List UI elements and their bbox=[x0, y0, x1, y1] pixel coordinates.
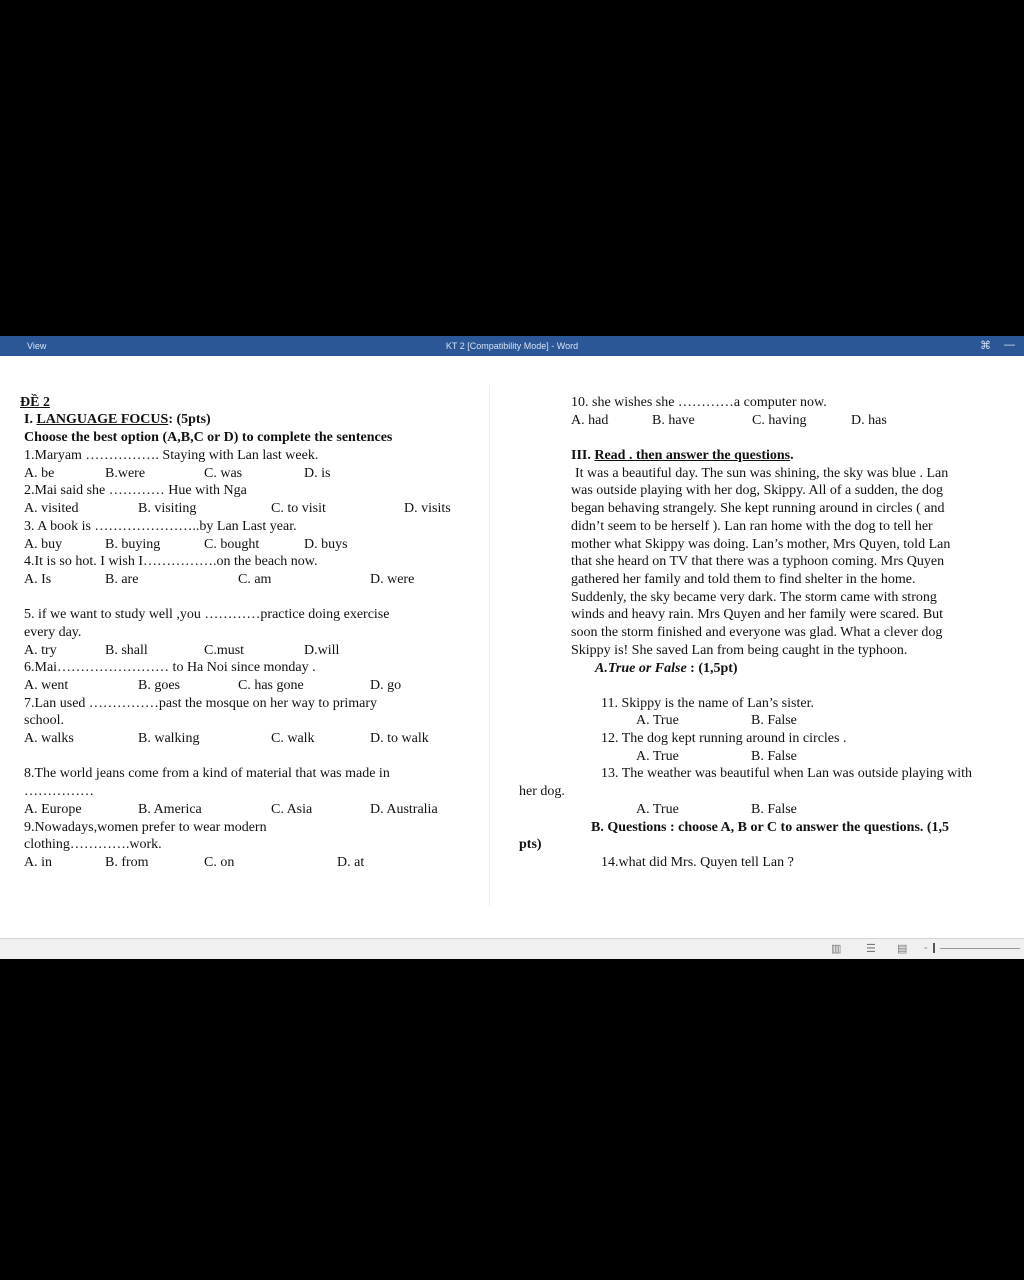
option: C. am bbox=[238, 572, 272, 587]
question-5-cont: every day. bbox=[24, 625, 82, 640]
option: A. walks bbox=[24, 731, 74, 746]
question-7: 7.Lan used ……………past the mosque on her way to primary bbox=[24, 696, 378, 711]
zoom-slider[interactable] bbox=[940, 948, 1020, 949]
option: B. buying bbox=[105, 537, 161, 552]
exam-heading: ĐỀ 2 bbox=[20, 395, 50, 410]
passage-line: It was a beautiful day. The sun was shining, the sky was blue . Lan bbox=[575, 466, 949, 481]
option: B. goes bbox=[138, 678, 180, 693]
option: B. visiting bbox=[138, 501, 197, 516]
question-4: 4.It is so hot. I wish I…………….on the beach now. bbox=[24, 554, 318, 569]
question-2: 2.Mai said she ………… Hue with Nga bbox=[24, 483, 247, 498]
option: A. be bbox=[24, 466, 55, 481]
question-8: 8.The world jeans come from a kind of material that was made in bbox=[24, 766, 390, 781]
option: A. Europe bbox=[24, 802, 82, 817]
title-bar bbox=[0, 336, 1024, 356]
option: D. visits bbox=[404, 501, 451, 516]
status-bar bbox=[0, 938, 1024, 959]
passage-line: Suddenly, the sky became very dark. The storm came with strong bbox=[571, 590, 937, 605]
option: A. in bbox=[24, 855, 52, 870]
passage-line: winds and heavy rain. Mrs Quyen and her family were scared. But bbox=[571, 607, 944, 622]
column-divider bbox=[489, 386, 490, 906]
passage-line: began behaving strangely. She kept running around in circles ( and bbox=[571, 501, 945, 516]
option: B. walking bbox=[138, 731, 200, 746]
option: B. False bbox=[751, 713, 797, 728]
option: A. went bbox=[24, 678, 69, 693]
instruction: Choose the best option (A,B,C or D) to complete the sentences bbox=[24, 430, 393, 445]
option: A. Is bbox=[24, 572, 52, 587]
passage-line: didn’t seem to be herself ). Lan ran home with the dog to tell her bbox=[571, 519, 933, 534]
option: A. buy bbox=[24, 537, 63, 552]
read-mode-icon[interactable]: ▥ bbox=[831, 943, 842, 955]
option: B. are bbox=[105, 572, 139, 587]
subsection-b-heading-cont: pts) bbox=[519, 837, 542, 852]
print-layout-icon[interactable]: ☰ bbox=[866, 943, 876, 955]
option: B. shall bbox=[105, 643, 148, 658]
passage-line: gathered her family and told them to find shelter in the home. bbox=[571, 572, 916, 587]
option: C. was bbox=[204, 466, 243, 481]
passage-line: Skippy is! She saved Lan from being caught in the typhoon. bbox=[571, 643, 908, 658]
option: A. True bbox=[636, 713, 679, 728]
view-tab[interactable]: View bbox=[27, 341, 47, 351]
option: D. were bbox=[370, 572, 415, 587]
option: B. False bbox=[751, 802, 797, 817]
question-13: 13. The weather was beautiful when Lan was outside playing with bbox=[601, 766, 973, 781]
passage-line: was outside playing with her dog, Skippy. All of a sudden, the dog bbox=[571, 483, 943, 498]
option: C. walk bbox=[271, 731, 315, 746]
zoom-out-button[interactable]: - bbox=[924, 942, 928, 954]
subsection-b-heading: B. Questions : choose A, B or C to answer the questions. (1,5 bbox=[591, 820, 950, 835]
option: D. to walk bbox=[370, 731, 429, 746]
question-1: 1.Maryam ……………. Staying with Lan last week. bbox=[24, 448, 319, 463]
minimize-button[interactable]: — bbox=[1004, 339, 1015, 351]
question-7-cont: school. bbox=[24, 713, 65, 728]
option: C. has gone bbox=[238, 678, 304, 693]
question-11: 11. Skippy is the name of Lan’s sister. bbox=[601, 696, 814, 711]
option: D. at bbox=[337, 855, 365, 870]
option: A. try bbox=[24, 643, 57, 658]
option: C. Asia bbox=[271, 802, 313, 817]
option: B. from bbox=[105, 855, 149, 870]
option: B.were bbox=[105, 466, 146, 481]
passage-line: mother what Skippy was doing. Lan’s mother, Mrs Quyen, told Lan bbox=[571, 537, 951, 552]
option: D. has bbox=[851, 413, 887, 428]
option: D.will bbox=[304, 643, 340, 658]
option: D. go bbox=[370, 678, 402, 693]
section1-heading: I. LANGUAGE FOCUS: (5pts) bbox=[24, 412, 211, 427]
zoom-slider-thumb[interactable] bbox=[933, 943, 935, 953]
option: D. Australia bbox=[370, 802, 438, 817]
ribbon-display-icon[interactable]: ⌘ bbox=[980, 340, 991, 352]
option: C. bought bbox=[204, 537, 260, 552]
option: D. buys bbox=[304, 537, 348, 552]
option: D. is bbox=[304, 466, 331, 481]
question-13-cont: her dog. bbox=[519, 784, 565, 799]
option: A. had bbox=[571, 413, 609, 428]
question-3: 3. A book is …………………..by Lan Last year. bbox=[24, 519, 297, 534]
question-12: 12. The dog kept running around in circles . bbox=[601, 731, 847, 746]
option: C.must bbox=[204, 643, 245, 658]
question-9: 9.Nowadays,women prefer to wear modern bbox=[24, 820, 267, 835]
question-5: 5. if we want to study well ,you …………practice doing exercise bbox=[24, 607, 390, 622]
subsection-a-heading: A.True or False : (1,5pt) bbox=[595, 661, 738, 676]
question-6: 6.Mai…………………… to Ha Noi since monday . bbox=[24, 660, 316, 675]
option: A. True bbox=[636, 749, 679, 764]
option: A. True bbox=[636, 802, 679, 817]
question-9-cont: clothing………….work. bbox=[24, 837, 162, 852]
window-title: KT 2 [Compatibility Mode] - Word bbox=[445, 341, 579, 351]
option: B. False bbox=[751, 749, 797, 764]
question-10: 10. she wishes she …………a computer now. bbox=[571, 395, 827, 410]
option: B. have bbox=[652, 413, 695, 428]
question-8-cont: …………… bbox=[24, 784, 94, 799]
web-layout-icon[interactable]: ▤ bbox=[897, 943, 908, 955]
option: B. America bbox=[138, 802, 202, 817]
passage-line: soon the storm finished and everyone was glad. What a clever dog bbox=[571, 625, 943, 640]
passage-line: that she heard on TV that there was a typhoon coming. Mrs Quyen bbox=[571, 554, 945, 569]
option: C. on bbox=[204, 855, 235, 870]
question-14: 14.what did Mrs. Quyen tell Lan ? bbox=[601, 855, 794, 870]
option: C. having bbox=[752, 413, 807, 428]
option: A. visited bbox=[24, 501, 79, 516]
option: C. to visit bbox=[271, 501, 326, 516]
section3-heading: III. Read . then answer the questions. bbox=[571, 448, 794, 463]
document-page[interactable] bbox=[0, 356, 1024, 938]
